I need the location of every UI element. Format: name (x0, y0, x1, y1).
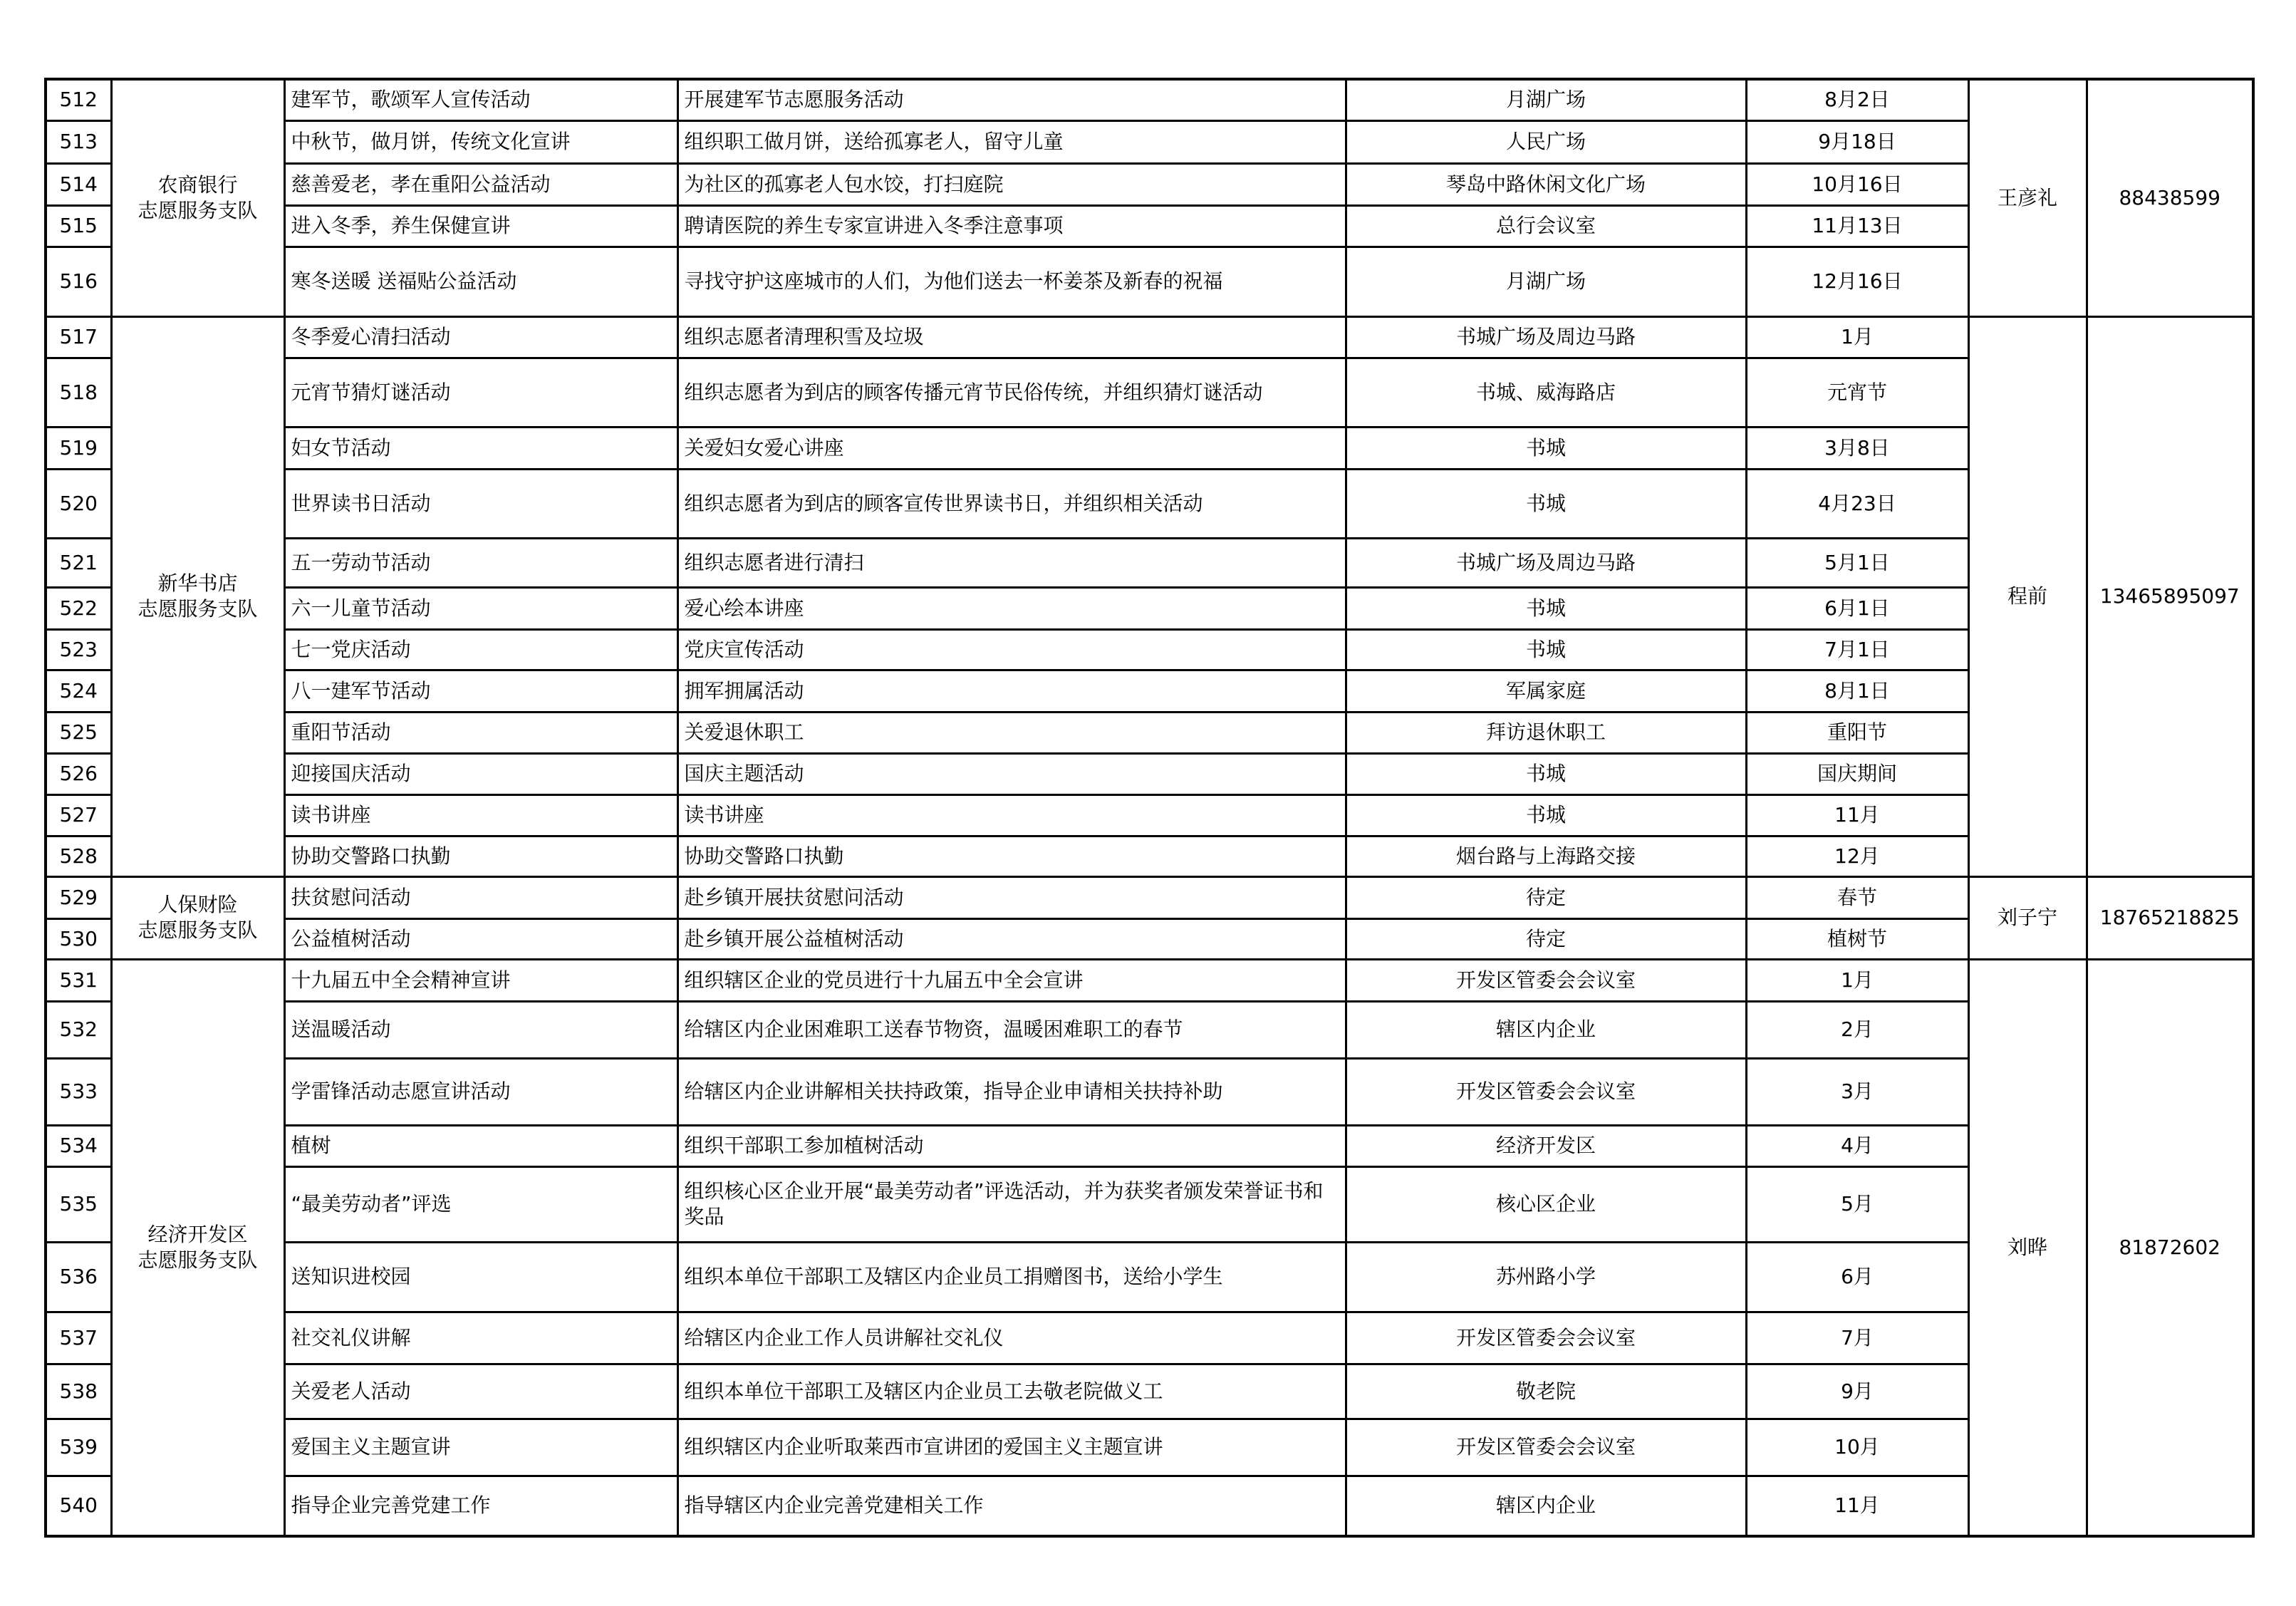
activity-name-cell: 八一建军节活动 (284, 670, 677, 712)
time-cell: 12月16日 (1746, 247, 1968, 316)
activity-description-cell: 赴乡镇开展扶贫慰问活动 (677, 876, 1346, 918)
contact-person-cell: 程前 (1968, 316, 2087, 876)
team-name-line2: 志愿服务支队 (137, 1248, 258, 1272)
contact-phone-cell: 81872602 (2087, 959, 2253, 1536)
time-cell: 重阳节 (1746, 712, 1968, 753)
activity-name-cell: 元宵节猜灯谜活动 (284, 358, 677, 427)
table-row (46, 712, 2253, 753)
activity-name-cell: 六一儿童节活动 (284, 587, 677, 629)
row-number-cell: 515 (46, 205, 111, 247)
activity-description-cell: 给辖区内企业困难职工送春节物资，温暖困难职工的春节 (677, 1001, 1346, 1058)
table-row (46, 918, 2253, 959)
row-number-cell: 539 (46, 1419, 111, 1476)
row-number-cell: 528 (46, 836, 111, 876)
time-cell: 5月1日 (1746, 538, 1968, 587)
team-name-cell (111, 959, 284, 1536)
activity-description-cell: 组织本单位干部职工及辖区内企业员工去敬老院做义工 (677, 1364, 1346, 1419)
activity-name-cell: 进入冬季，养生保健宣讲 (284, 205, 677, 247)
activity-description-cell: 组织辖区内企业听取莱西市宣讲团的爱国主义主题宣讲 (677, 1419, 1346, 1476)
team-name-cell (111, 876, 284, 959)
location-cell: 烟台路与上海路交接 (1346, 836, 1746, 876)
time-cell: 4月23日 (1746, 469, 1968, 538)
row-number-cell: 513 (46, 120, 111, 163)
activity-name-cell: 慈善爱老，孝在重阳公益活动 (284, 163, 677, 205)
activity-description-cell: 组织干部职工参加植树活动 (677, 1125, 1346, 1166)
time-cell: 1月 (1746, 959, 1968, 1001)
table-row (46, 753, 2253, 794)
team-name-line2: 志愿服务支队 (137, 198, 258, 222)
table-row (46, 876, 2253, 918)
location-cell: 待定 (1346, 876, 1746, 918)
time-cell: 9月 (1746, 1364, 1968, 1419)
location-cell: 书城广场及周边马路 (1346, 316, 1746, 358)
row-number-cell: 535 (46, 1166, 111, 1242)
activity-name-cell: 爱国主义主题宣讲 (284, 1419, 677, 1476)
row-number-cell: 538 (46, 1364, 111, 1419)
row-number-cell: 526 (46, 753, 111, 794)
team-name-line1: 经济开发区 (147, 1222, 248, 1246)
location-cell: 总行会议室 (1346, 205, 1746, 247)
activity-description-cell: 组织辖区企业的党员进行十九届五中全会宣讲 (677, 959, 1346, 1001)
activity-name-cell: 协助交警路口执勤 (284, 836, 677, 876)
activity-name-cell: 中秋节，做月饼，传统文化宣讲 (284, 120, 677, 163)
activity-description-cell: 关爱退休职工 (677, 712, 1346, 753)
location-cell: 开发区管委会会议室 (1346, 959, 1746, 1001)
contact-phone-cell: 18765218825 (2087, 876, 2253, 959)
activity-description-cell: 组织核心区企业开展“最美劳动者”评选活动，并为获奖者颁发荣誉证书和奖品 (677, 1166, 1346, 1242)
activity-description-cell: 爱心绘本讲座 (677, 587, 1346, 629)
activity-description-cell: 开展建军节志愿服务活动 (677, 79, 1346, 120)
activity-name-cell: 指导企业完善党建工作 (284, 1476, 677, 1536)
table-row (46, 1125, 2253, 1166)
table-row (46, 794, 2253, 836)
time-cell: 11月13日 (1746, 205, 1968, 247)
location-cell: 军属家庭 (1346, 670, 1746, 712)
time-cell: 6月 (1746, 1242, 1968, 1312)
location-cell: 书城 (1346, 587, 1746, 629)
table-row (46, 629, 2253, 670)
activity-description-cell: 组织本单位干部职工及辖区内企业员工捐赠图书，送给小学生 (677, 1242, 1346, 1312)
time-cell: 10月16日 (1746, 163, 1968, 205)
table-row (46, 538, 2253, 587)
activity-description-cell: 给辖区内企业讲解相关扶持政策，指导企业申请相关扶持补助 (677, 1058, 1346, 1125)
activity-description-cell: 读书讲座 (677, 794, 1346, 836)
activity-name-cell: “最美劳动者”评选 (284, 1166, 677, 1242)
activity-name-cell: 送知识进校园 (284, 1242, 677, 1312)
location-cell: 辖区内企业 (1346, 1001, 1746, 1058)
time-cell: 5月 (1746, 1166, 1968, 1242)
time-cell: 7月 (1746, 1312, 1968, 1364)
time-cell: 植树节 (1746, 918, 1968, 959)
row-number-cell: 523 (46, 629, 111, 670)
time-cell: 12月 (1746, 836, 1968, 876)
row-number-cell: 517 (46, 316, 111, 358)
location-cell: 待定 (1346, 918, 1746, 959)
activity-description-cell: 国庆主题活动 (677, 753, 1346, 794)
table-row (46, 1364, 2253, 1419)
activity-name-cell: 公益植树活动 (284, 918, 677, 959)
table-row (46, 1001, 2253, 1058)
time-cell: 8月2日 (1746, 79, 1968, 120)
activity-description-cell: 组织职工做月饼，送给孤寡老人，留守儿童 (677, 120, 1346, 163)
activity-name-cell: 寒冬送暖 送福贴公益活动 (284, 247, 677, 316)
activity-name-cell: 建军节，歌颂军人宣传活动 (284, 79, 677, 120)
activity-description-cell: 寻找守护这座城市的人们，为他们送去一杯姜茶及新春的祝福 (677, 247, 1346, 316)
row-number-cell: 527 (46, 794, 111, 836)
row-number-cell: 520 (46, 469, 111, 538)
contact-person-cell: 刘晔 (1968, 959, 2087, 1536)
activity-description-cell: 关爱妇女爱心讲座 (677, 427, 1346, 469)
time-cell: 8月1日 (1746, 670, 1968, 712)
row-number-cell: 529 (46, 876, 111, 918)
activity-description-cell: 协助交警路口执勤 (677, 836, 1346, 876)
location-cell: 开发区管委会会议室 (1346, 1419, 1746, 1476)
activity-name-cell: 学雷锋活动志愿宣讲活动 (284, 1058, 677, 1125)
time-cell: 9月18日 (1746, 120, 1968, 163)
table-row (46, 587, 2253, 629)
location-cell: 开发区管委会会议室 (1346, 1058, 1746, 1125)
activity-name-cell: 妇女节活动 (284, 427, 677, 469)
activity-name-cell: 社交礼仪讲解 (284, 1312, 677, 1364)
location-cell: 书城 (1346, 753, 1746, 794)
activity-description-cell: 给辖区内企业工作人员讲解社交礼仪 (677, 1312, 1346, 1364)
activity-name-cell: 世界读书日活动 (284, 469, 677, 538)
row-number-cell: 524 (46, 670, 111, 712)
table-row (46, 1419, 2253, 1476)
activity-description-cell: 拥军拥属活动 (677, 670, 1346, 712)
volunteer-activity-table (44, 78, 2255, 1538)
table-row (46, 959, 2253, 1001)
row-number-cell: 512 (46, 79, 111, 120)
table-row (46, 1242, 2253, 1312)
time-cell: 3月 (1746, 1058, 1968, 1125)
team-name-cell (111, 316, 284, 876)
location-cell: 月湖广场 (1346, 247, 1746, 316)
row-number-cell: 537 (46, 1312, 111, 1364)
activity-description-cell: 组织志愿者进行清扫 (677, 538, 1346, 587)
activity-name-cell: 关爱老人活动 (284, 1364, 677, 1419)
table-body (46, 79, 2253, 1536)
table-row (46, 427, 2253, 469)
activity-name-cell: 十九届五中全会精神宣讲 (284, 959, 677, 1001)
time-cell: 2月 (1746, 1001, 1968, 1058)
table-row (46, 205, 2253, 247)
location-cell: 拜访退休职工 (1346, 712, 1746, 753)
table-row (46, 1476, 2253, 1536)
row-number-cell: 521 (46, 538, 111, 587)
activity-description-cell: 为社区的孤寡老人包水饺，打扫庭院 (677, 163, 1346, 205)
location-cell: 开发区管委会会议室 (1346, 1312, 1746, 1364)
location-cell: 核心区企业 (1346, 1166, 1746, 1242)
row-number-cell: 532 (46, 1001, 111, 1058)
time-cell: 10月 (1746, 1419, 1968, 1476)
contact-person-cell: 刘子宁 (1968, 876, 2087, 959)
location-cell: 经济开发区 (1346, 1125, 1746, 1166)
table-row (46, 120, 2253, 163)
activity-name-cell: 七一党庆活动 (284, 629, 677, 670)
contact-phone-cell: 88438599 (2087, 79, 2253, 316)
time-cell: 7月1日 (1746, 629, 1968, 670)
location-cell: 书城 (1346, 469, 1746, 538)
row-number-cell: 518 (46, 358, 111, 427)
table-row (46, 469, 2253, 538)
location-cell: 琴岛中路休闲文化广场 (1346, 163, 1746, 205)
location-cell: 苏州路小学 (1346, 1242, 1746, 1312)
activity-description-cell: 组织志愿者为到店的顾客传播元宵节民俗传统，并组织猜灯谜活动 (677, 358, 1346, 427)
table-row (46, 316, 2253, 358)
time-cell: 11月 (1746, 1476, 1968, 1536)
time-cell: 春节 (1746, 876, 1968, 918)
activity-name-cell: 植树 (284, 1125, 677, 1166)
table-row (46, 1058, 2253, 1125)
time-cell: 国庆期间 (1746, 753, 1968, 794)
row-number-cell: 534 (46, 1125, 111, 1166)
time-cell: 4月 (1746, 1125, 1968, 1166)
row-number-cell: 530 (46, 918, 111, 959)
team-name-line2: 志愿服务支队 (137, 918, 258, 942)
activity-description-cell: 指导辖区内企业完善党建相关工作 (677, 1476, 1346, 1536)
location-cell: 人民广场 (1346, 120, 1746, 163)
row-number-cell: 525 (46, 712, 111, 753)
activity-name-cell: 送温暖活动 (284, 1001, 677, 1058)
location-cell: 书城、威海路店 (1346, 358, 1746, 427)
activity-name-cell: 五一劳动节活动 (284, 538, 677, 587)
table-row (46, 1312, 2253, 1364)
location-cell: 月湖广场 (1346, 79, 1746, 120)
location-cell: 辖区内企业 (1346, 1476, 1746, 1536)
contact-phone-cell: 13465895097 (2087, 316, 2253, 876)
time-cell: 11月 (1746, 794, 1968, 836)
team-name-line1: 农商银行 (157, 172, 238, 197)
row-number-cell: 519 (46, 427, 111, 469)
time-cell: 元宵节 (1746, 358, 1968, 427)
team-name-line2: 志愿服务支队 (137, 597, 258, 621)
location-cell: 书城 (1346, 794, 1746, 836)
activity-description-cell: 赴乡镇开展公益植树活动 (677, 918, 1346, 959)
table-row (46, 79, 2253, 120)
row-number-cell: 514 (46, 163, 111, 205)
location-cell: 敬老院 (1346, 1364, 1746, 1419)
row-number-cell: 533 (46, 1058, 111, 1125)
activity-name-cell: 重阳节活动 (284, 712, 677, 753)
activity-name-cell: 迎接国庆活动 (284, 753, 677, 794)
table-row (46, 670, 2253, 712)
row-number-cell: 540 (46, 1476, 111, 1536)
location-cell: 书城广场及周边马路 (1346, 538, 1746, 587)
time-cell: 1月 (1746, 316, 1968, 358)
row-number-cell: 531 (46, 959, 111, 1001)
location-cell: 书城 (1346, 629, 1746, 670)
time-cell: 6月1日 (1746, 587, 1968, 629)
activity-description-cell: 聘请医院的养生专家宣讲进入冬季注意事项 (677, 205, 1346, 247)
activity-description-cell: 党庆宣传活动 (677, 629, 1346, 670)
team-name-line1: 人保财险 (157, 893, 238, 916)
row-number-cell: 522 (46, 587, 111, 629)
contact-person-cell: 王彦礼 (1968, 79, 2087, 316)
row-number-cell: 536 (46, 1242, 111, 1312)
table-row (46, 247, 2253, 316)
location-cell: 书城 (1346, 427, 1746, 469)
table-row (46, 836, 2253, 876)
activity-name-cell: 冬季爱心清扫活动 (284, 316, 677, 358)
activity-description-cell: 组织志愿者清理积雪及垃圾 (677, 316, 1346, 358)
table-row (46, 1166, 2253, 1242)
row-number-cell: 516 (46, 247, 111, 316)
team-name-line1: 新华书店 (157, 571, 238, 595)
activity-description-cell: 组织志愿者为到店的顾客宣传世界读书日，并组织相关活动 (677, 469, 1346, 538)
table-row (46, 358, 2253, 427)
team-name-cell (111, 79, 284, 316)
activity-name-cell: 扶贫慰问活动 (284, 876, 677, 918)
table-row (46, 163, 2253, 205)
activity-name-cell: 读书讲座 (284, 794, 677, 836)
time-cell: 3月8日 (1746, 427, 1968, 469)
